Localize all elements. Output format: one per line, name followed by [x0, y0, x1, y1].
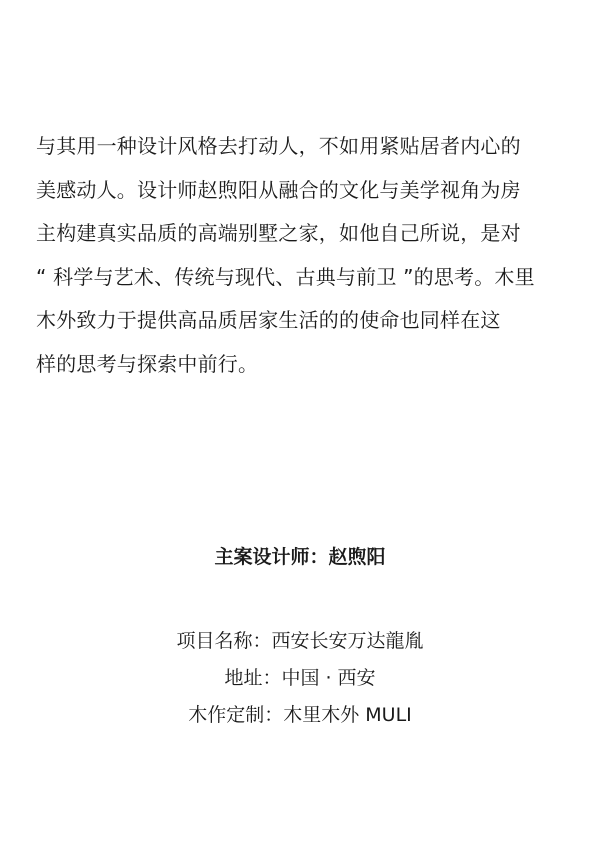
intro-line-1: 与其用一种设计风格去打动人，不如用紧贴居者内心的 [36, 134, 521, 158]
woodwork-maker: 木作定制：木里木外 MULI [188, 704, 412, 726]
intro-paragraph [36, 125, 568, 386]
intro-line-6: 样的思考与探索中前行。 [36, 351, 259, 376]
intro-line-3: 主构建真实品质的高端别墅之家，如他自己所说，是对 [36, 221, 521, 245]
intro-line-2: 美感动人。设计师赵煦阳从融合的文化与美学视角为房 [36, 177, 521, 202]
intro-line-4: “ 科学与艺术、传统与现代、古典与前卫 ”的思考。木里 [36, 264, 535, 289]
project-name: 项目名称：西安长安万达龍胤 [176, 630, 424, 652]
project-info [0, 623, 600, 734]
project-address: 地址：中国 · 西安 [224, 667, 376, 689]
lead-designer-heading: 主案设计师：赵煦阳 [214, 546, 386, 568]
intro-line-5: 木外致力于提供高品质居家生活的的使命也同样在这 [36, 308, 501, 332]
